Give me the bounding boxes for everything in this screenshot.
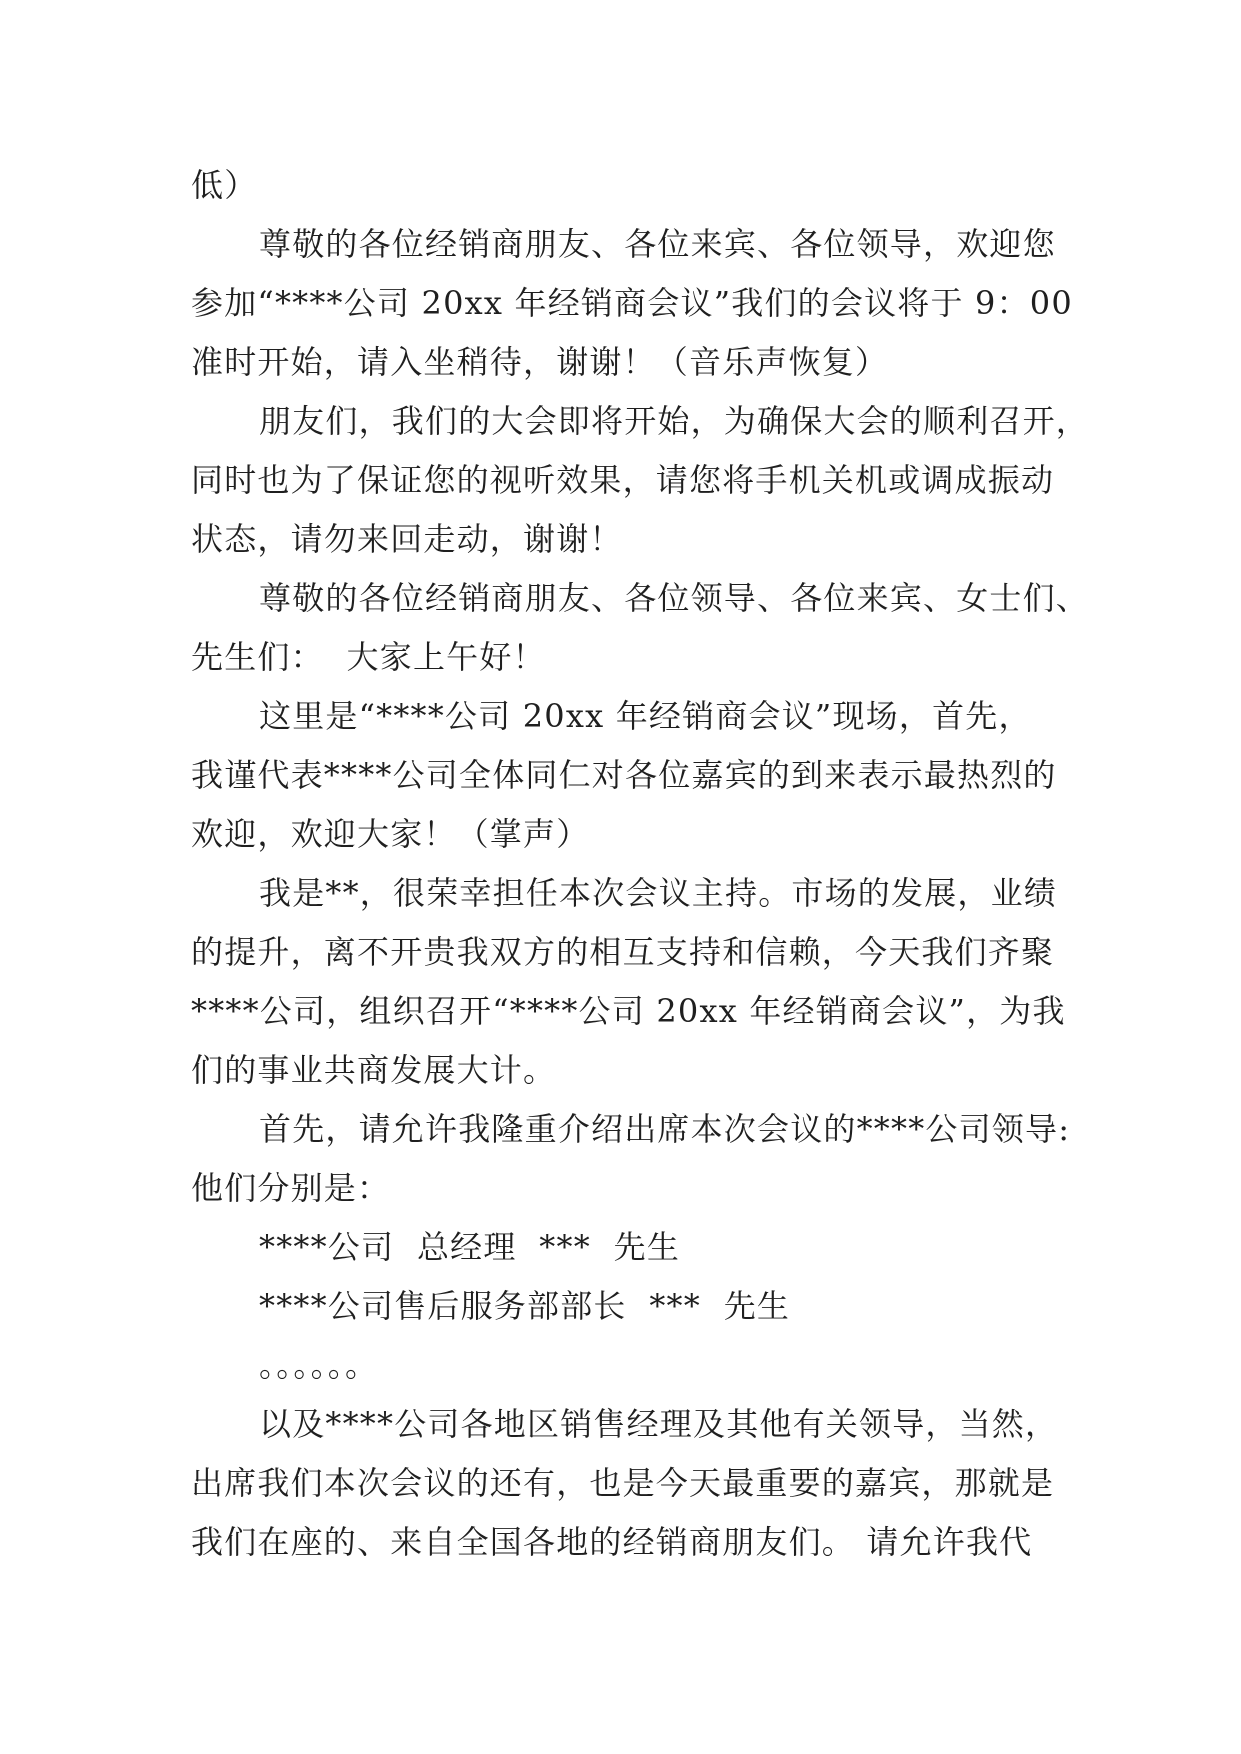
text-line: 尊敬的各位经销商朋友、各位来宾、各位领导，欢迎您: [259, 225, 1056, 263]
text-line: 我是**，很荣幸担任本次会议主持。市场的发展，业绩: [259, 874, 1058, 912]
text-line: 朋友们，我们的大会即将开始，为确保大会的顺利召开，: [259, 402, 1090, 440]
ellipsis-line: [191, 1336, 1071, 1395]
text-line: 这里是“****公司 20xx 年经销商会议”现场，首先，: [259, 697, 1032, 735]
paragraph-welcome: [191, 215, 1071, 392]
paragraph-host-intro: [191, 864, 1071, 1100]
leader-entry: [191, 1218, 1071, 1277]
text-line: 我们在座的、来自全国各地的经销商朋友们。 请允许我代: [191, 1523, 1033, 1561]
text-line: 参加“****公司 20xx 年经销商会议”我们的会议将于 9：00: [191, 284, 1073, 322]
text-line: 首先，请允许我隆重介绍出席本次会议的****公司领导:: [259, 1110, 1071, 1148]
leader-entry: [191, 1277, 1071, 1336]
text-line: 们的事业共商发展大计。: [191, 1051, 557, 1089]
text-line: 状态，请勿来回走动，谢谢！: [191, 520, 623, 558]
text-line: 我谨代表****公司全体同仁对各位嘉宾的到来表示最热烈的: [191, 756, 1057, 794]
text-line: 低）: [191, 166, 258, 204]
text-line: 尊敬的各位经销商朋友、各位领导、各位来宾、女士们、: [259, 579, 1090, 617]
text-line: 出席我们本次会议的还有，也是今天最重要的嘉宾，那就是: [191, 1464, 1055, 1502]
paragraph-notice: [191, 392, 1090, 569]
text-line: 他们分别是：: [191, 1169, 391, 1207]
text-line: 先生们： 大家上午好！: [191, 638, 546, 676]
text-line: ****公司，组织召开“****公司 20xx 年经销商会议”，为我: [191, 992, 1066, 1030]
text-line: 以及****公司各地区销售经理及其他有关领导，当然，: [259, 1405, 1059, 1443]
paragraph-greeting: [191, 569, 1090, 687]
text-line: 欢迎，欢迎大家！（掌声）: [191, 815, 590, 853]
paragraph-guests: [191, 1395, 1071, 1572]
document-body: [191, 156, 1090, 1572]
paragraph-leaders-intro: [191, 1100, 1071, 1218]
text-line: 准时开始，请入坐稍待，谢谢！（音乐声恢复）: [191, 343, 889, 381]
text-line: 同时也为了保证您的视听效果，请您将手机关机或调成振动: [191, 461, 1055, 499]
text-line: 的提升，离不开贵我双方的相互支持和信赖，今天我们齐聚: [191, 933, 1055, 971]
paragraph-continuation: [191, 156, 1071, 215]
text-line: ****公司 总经理 *** 先生: [259, 1228, 681, 1266]
text-line: 。。。。。。: [259, 1346, 379, 1384]
text-line: ****公司售后服务部部长 *** 先生: [259, 1287, 791, 1325]
paragraph-opening: [191, 687, 1071, 864]
